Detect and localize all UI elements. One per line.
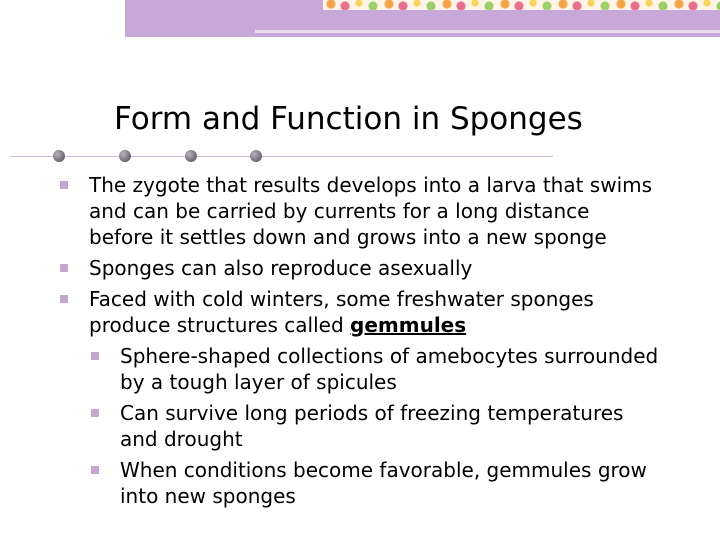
bullet-item: [60, 286, 660, 338]
square-bullet-icon: [60, 264, 68, 272]
circle-dot-icon: [250, 150, 262, 162]
emphasized-term: gemmules: [350, 313, 467, 337]
sub-bullet-item: [91, 343, 660, 395]
bullet-item: [60, 172, 660, 250]
square-bullet-icon: [91, 352, 99, 360]
circle-dot-icon: [53, 150, 65, 162]
sub-bullet-item: [91, 457, 660, 509]
square-bullet-icon: [60, 181, 68, 189]
bullet-text: Faced with cold winters, some freshwater sponges produce structures called: [89, 287, 594, 337]
circle-dot-icon: [119, 150, 131, 162]
sub-bullet-text: When conditions become favorable, gemmules grow into new sponges: [120, 458, 647, 508]
sub-bullet-item: [91, 400, 660, 452]
bullet-text: Sponges can also reproduce asexually: [89, 256, 473, 280]
slide-title: Form and Function in Sponges: [114, 101, 583, 137]
square-bullet-icon: [60, 295, 68, 303]
floral-pattern: [323, 0, 720, 10]
bullet-list: [60, 172, 660, 514]
banner-separator: [255, 30, 720, 33]
bullet-item: [60, 255, 660, 281]
top-banner: [125, 0, 720, 37]
circle-dot-icon: [185, 150, 197, 162]
title-divider: [10, 156, 553, 157]
square-bullet-icon: [91, 466, 99, 474]
square-bullet-icon: [91, 409, 99, 417]
bullet-text: The zygote that results develops into a larva that swims and can be carried by currents for a long distance before it settles down and grows into a new sponge: [89, 173, 653, 249]
sub-bullet-text: Can survive long periods of freezing temperatures and drought: [120, 401, 624, 451]
sub-bullet-text: Sphere-shaped collections of amebocytes surrounded by a tough layer of spicules: [120, 344, 659, 394]
